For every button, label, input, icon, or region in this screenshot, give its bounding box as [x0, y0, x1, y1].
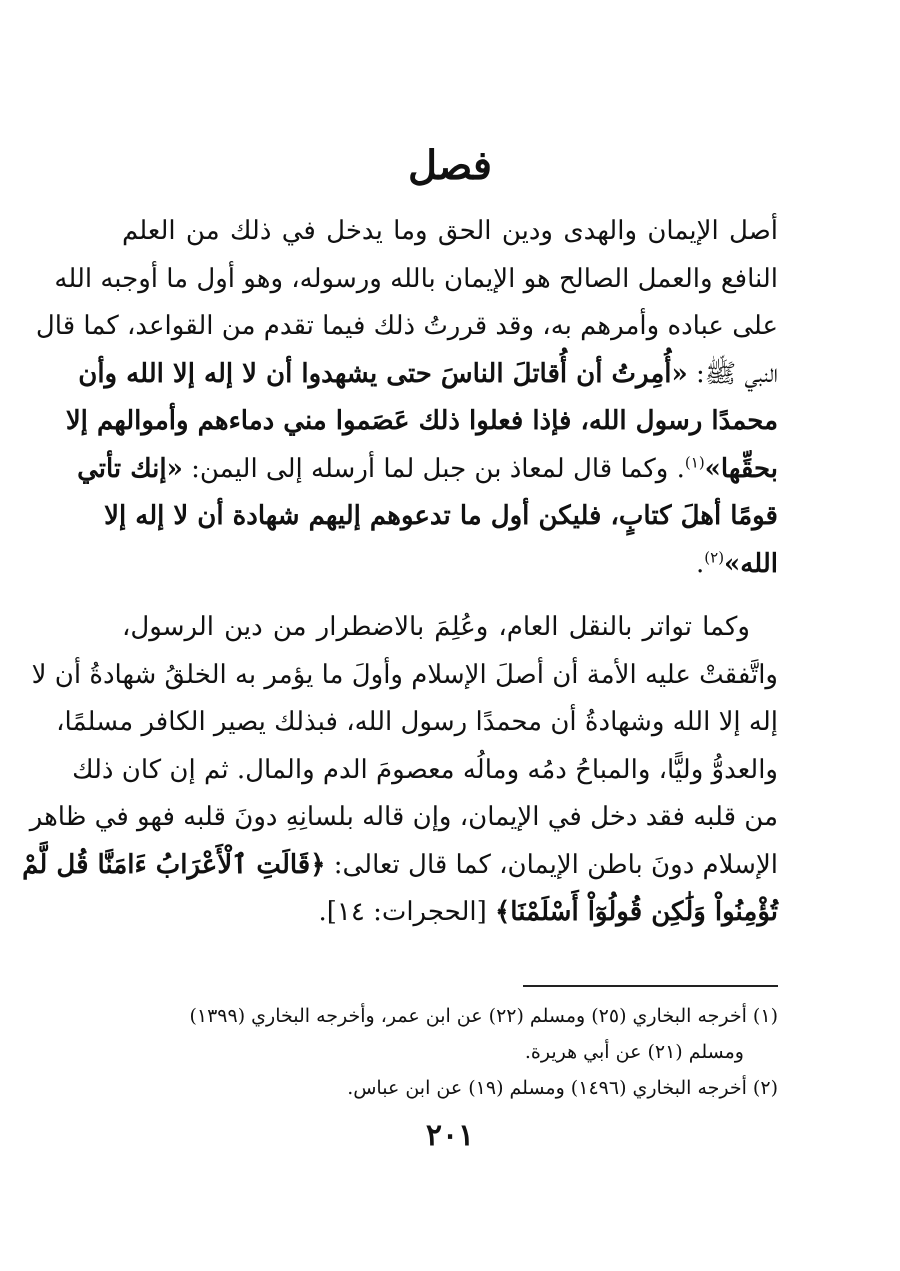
footnote-ref-2[interactable]: (٢)	[704, 547, 725, 566]
verse-intro: الإسلام دونَ باطن الإيمان، كما قال تعالى:	[325, 849, 778, 880]
hadith-2-start: «إنك تأتي	[77, 453, 183, 484]
prophet-intro: النبي ﷺ:	[687, 358, 778, 389]
paragraph-1-line-2: النافع والعمل الصالح هو الإيمان بالله ورسوله، وهو أول ما أوجبه الله	[54, 263, 778, 294]
paragraph-2-line-2: واتَّفقتْ عليه الأمة أن أصلَ الإسلام وأولَ ما يؤمر به الخلقُ شهادةُ أن لا	[31, 659, 778, 690]
paragraph-2-line-6	[22, 842, 778, 890]
footnote-1-continuation: ومسلم (٢١) عن أبي هريرة.	[524, 1041, 744, 1063]
paragraph-2-line-3: إله إلا الله وشهادةُ أن محمدًا رسول الله، فبذلك يصير الكافر مسلمًا،	[56, 707, 778, 737]
paragraph-2-line-1: وكما تواتر بالنقل العام، وعُلِمَ بالاضطرار من دين الرسول،	[122, 612, 750, 642]
paragraph-1-line-7	[104, 493, 778, 541]
paragraph-2-line-5: من قلبه فقد دخل في الإيمان، وإن قاله بلسانِهِ دونَ قلبه فهو في ظاهر	[29, 802, 778, 832]
footnote-1: (١) أخرجه البخاري (٢٥) ومسلم (٢٢) عن ابن عمر، وأخرجه البخاري (١٣٩٩)	[189, 1005, 778, 1027]
quran-verse-start: ﴿قَالَتِ ٱلْأَعْرَابُ ءَامَنَّا قُل لَّمْ	[22, 849, 326, 880]
paragraph-1	[35, 208, 778, 588]
hadith-1-start: «أُمِرتُ أن أُقاتلَ الناسَ حتى يشهدوا أن لا إله إلا الله وأن	[78, 358, 688, 389]
hadith-1-end: بحقِّها»	[704, 453, 778, 484]
section-heading: فصل	[407, 142, 493, 189]
hadith-2-middle: قومًا أهلَ كتابٍ، فليكن أول ما تدعوهم إليهم شهادة أن لا إله إلا	[104, 501, 778, 531]
paragraph-2-line-4: والعدوُّ وليًّا، والمباحُ دمُه ومالُه معصومَ الدم والمال. ثم إن كان ذلك	[72, 754, 778, 785]
footnotes	[122, 998, 778, 1106]
quran-verse-end: تُؤْمِنُواْ وَلَٰكِن قُولُوٓاْ أَسْلَمْنَا﴾	[495, 897, 778, 927]
paragraph-1-period: .	[696, 548, 705, 579]
footnote-ref-1[interactable]: (١)	[684, 452, 705, 471]
paragraph-1-line-1: أصل الإيمان والهدى ودين الحق وما يدخل في ذلك من العلم	[122, 216, 778, 246]
hadith-1-middle: محمدًا رسول الله، فإذا فعلوا ذلك عَصَموا مني دماءهم وأموالهم إلا	[65, 406, 778, 436]
paragraph-1-line-8	[122, 541, 778, 589]
page-number: ٢٠١	[425, 1118, 475, 1153]
paragraph-2-line-7	[122, 889, 778, 937]
paragraph-1-line-5	[65, 398, 778, 446]
footnote-divider	[523, 985, 778, 987]
verse-reference: [الحجرات: ١٤].	[318, 897, 496, 927]
footnote-2: (٢) أخرجه البخاري (١٤٩٦) ومسلم (١٩) عن ابن عباس.	[347, 1077, 778, 1099]
paragraph-1-line-6	[77, 446, 778, 494]
muadh-intro: . وكما قال لمعاذ بن جبل لما أرسله إلى اليمن:	[182, 453, 685, 484]
paragraph-1-line-4	[78, 351, 778, 399]
hadith-2-end: الله»	[724, 548, 778, 579]
paragraph-2	[22, 604, 778, 937]
paragraph-1-line-3: على عباده وأمرهم به، وقد قررتُ ذلك فيما تقدم من القواعد، كما قال	[35, 311, 778, 341]
